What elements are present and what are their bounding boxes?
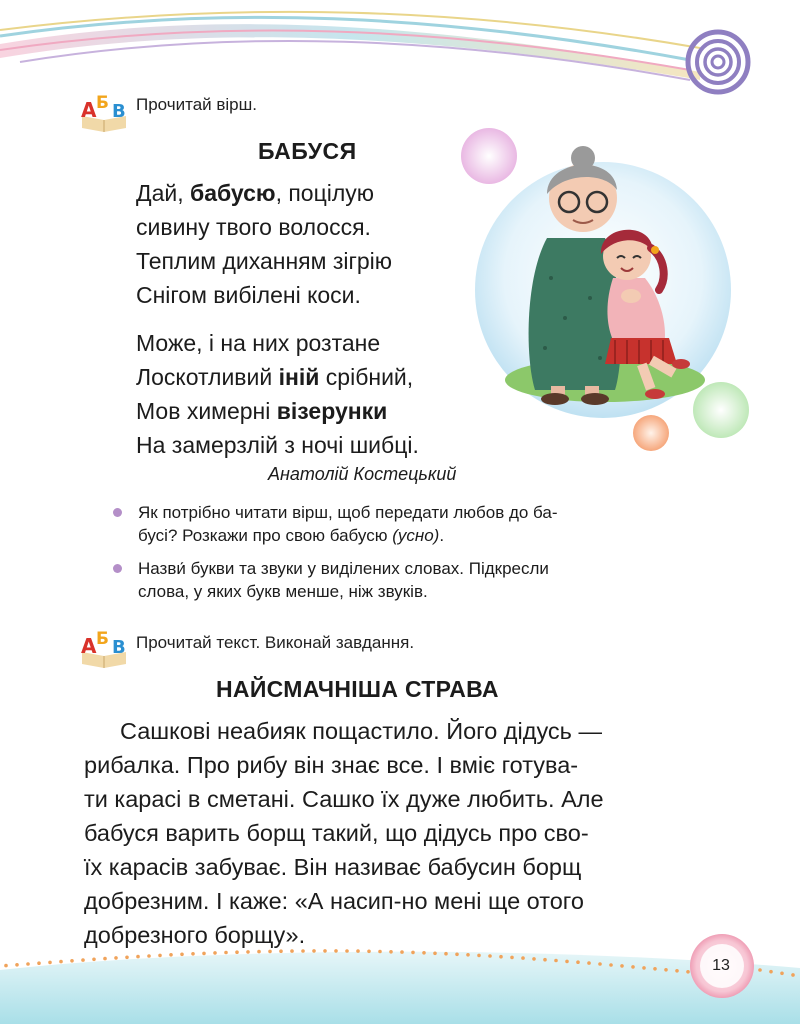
question-item: Назви́ букви та звуки у виділених словах. Підкресли слова, у яких букв менше, ніж звуків. [110, 557, 690, 603]
footer-dot [235, 950, 239, 954]
footer-dot [455, 953, 459, 957]
bullet-dot-icon [113, 508, 122, 517]
footer-dot [758, 968, 762, 972]
footer-dot [37, 961, 41, 965]
spiral-icon [688, 32, 748, 92]
prose-line: добрезного борщу». [84, 922, 306, 948]
poem-stanza-2 [136, 326, 419, 462]
footer-dot [477, 954, 481, 958]
footer-dot [191, 952, 195, 956]
footer-dot [378, 950, 382, 954]
prose-line: рибалка. Про рибу він знає все. І вміє готува- [84, 752, 579, 778]
footer-dot [769, 970, 773, 974]
green-bubble [693, 382, 749, 438]
footer-dot [356, 949, 360, 953]
footer-dot [521, 956, 525, 960]
footer-dot [675, 969, 679, 973]
prose-line: Сашкові неабияк пощастило. Його дідусь — [120, 718, 602, 744]
footer-dot [59, 960, 63, 964]
footer-dot [411, 951, 415, 955]
footer-dot [532, 957, 536, 961]
footer-dot [444, 952, 448, 956]
bullet-dot-icon [113, 564, 122, 573]
footer-dot [169, 953, 173, 957]
footer-dot [653, 967, 657, 971]
footer-dot [290, 949, 294, 953]
footer-dot [488, 954, 492, 958]
footer-dot [103, 957, 107, 961]
footer-dot [114, 956, 118, 960]
footer-dot [158, 954, 162, 958]
prose-text [84, 714, 720, 952]
prose-line: ти карасі в сметані. Сашко їх дуже любить. Але [84, 786, 604, 812]
footer-dot [554, 959, 558, 963]
footer-dot [642, 966, 646, 970]
poem-line: Може, і на них розтане [136, 330, 381, 356]
abc-letter-v: В [112, 101, 126, 122]
footer-dot [26, 962, 30, 966]
footer-dot [257, 950, 261, 954]
footer-dot [136, 955, 140, 959]
poem-line: Снігом вибілені коси. [136, 282, 361, 308]
poem-author: Анатолій Костецький [268, 464, 457, 484]
prose-line: їх карасів забуває. Він називає бабусин борщ [84, 854, 582, 880]
text-title: НАЙСМАЧНІША СТРАВА [216, 676, 499, 702]
poem-line: Дай, бабусю, поцілую [136, 180, 375, 206]
footer-dot [389, 950, 393, 954]
footer-dot [587, 961, 591, 965]
footer-dot [279, 949, 283, 953]
abc-letter-a: А [81, 98, 97, 122]
footer-dot [202, 952, 206, 956]
footer-decoration [0, 930, 800, 1024]
footer-dot [565, 960, 569, 964]
poem-line: Лоскотливий іній срібний, [136, 364, 414, 390]
footer-dot [323, 949, 327, 953]
footer-dot [147, 954, 151, 958]
instruction-read-text: Прочитай текст. Виконай завдання. [136, 633, 415, 652]
footer-dot [301, 949, 305, 953]
poem-stanza-1 [136, 176, 392, 312]
orange-bubble [633, 415, 669, 451]
footer-dot [213, 951, 217, 955]
page-number: 13 [712, 957, 730, 974]
footer-dot [422, 951, 426, 955]
footer-dot [664, 968, 668, 972]
poem-line: На замерзлій з ночі шибці. [136, 432, 419, 458]
instruction-read-poem: Прочитай вірш. [136, 95, 258, 114]
abc-letter-b: Б [96, 93, 109, 113]
footer-dot [620, 964, 624, 968]
footer-dot [631, 965, 635, 969]
prose-line: бабуся варить борщ такий, що дідусь про сво- [84, 820, 589, 846]
footer-dot [180, 953, 184, 957]
pink-bubble [461, 128, 517, 184]
abc-letter-b: Б [96, 629, 109, 649]
poem-line: сивину твого волосся. [136, 214, 371, 240]
poem-title: БАБУСЯ [258, 138, 357, 164]
footer-dot [543, 958, 547, 962]
abc-book-icon [78, 628, 130, 668]
footer-dot [92, 958, 96, 962]
footer-dot [224, 951, 228, 955]
footer-dot [686, 970, 690, 974]
footer-dot [598, 962, 602, 966]
footer-dot [312, 949, 316, 953]
footer-dot [499, 955, 503, 959]
footer-dot [791, 973, 795, 977]
poem-line: Мов химерні візерунки [136, 398, 388, 424]
footer-dot [48, 961, 52, 965]
footer-dot [400, 950, 404, 954]
footer-dot [268, 950, 272, 954]
footer-dot [125, 956, 129, 960]
abc-letter-v: В [112, 637, 126, 658]
footer-dot [609, 963, 613, 967]
footer-dot [780, 972, 784, 976]
footer-dot [433, 952, 437, 956]
prose-line: добрезним. І каже: «А насип-но мені ще отого [84, 888, 584, 914]
abc-letter-a: А [81, 634, 97, 658]
poem-line: Теплим диханням зігрію [136, 248, 393, 274]
footer-dot [466, 953, 470, 957]
footer-dot [576, 960, 580, 964]
footer-dot [70, 959, 74, 963]
footer-dot [15, 963, 19, 967]
footer-dot [367, 950, 371, 954]
footer-dot [4, 964, 8, 968]
footer-dot [334, 949, 338, 953]
footer-dot [510, 956, 514, 960]
footer-dot [81, 958, 85, 962]
abc-book-icon [78, 92, 130, 132]
footer-dot [345, 949, 349, 953]
question-list [110, 501, 690, 613]
footer-dot [246, 950, 250, 954]
grandma-hug-illustration [455, 128, 755, 468]
question-item: Як потрібно читати вірш, щоб передати любов до ба- бусі? Розкажи про свою бабусю (усно). [110, 501, 690, 547]
